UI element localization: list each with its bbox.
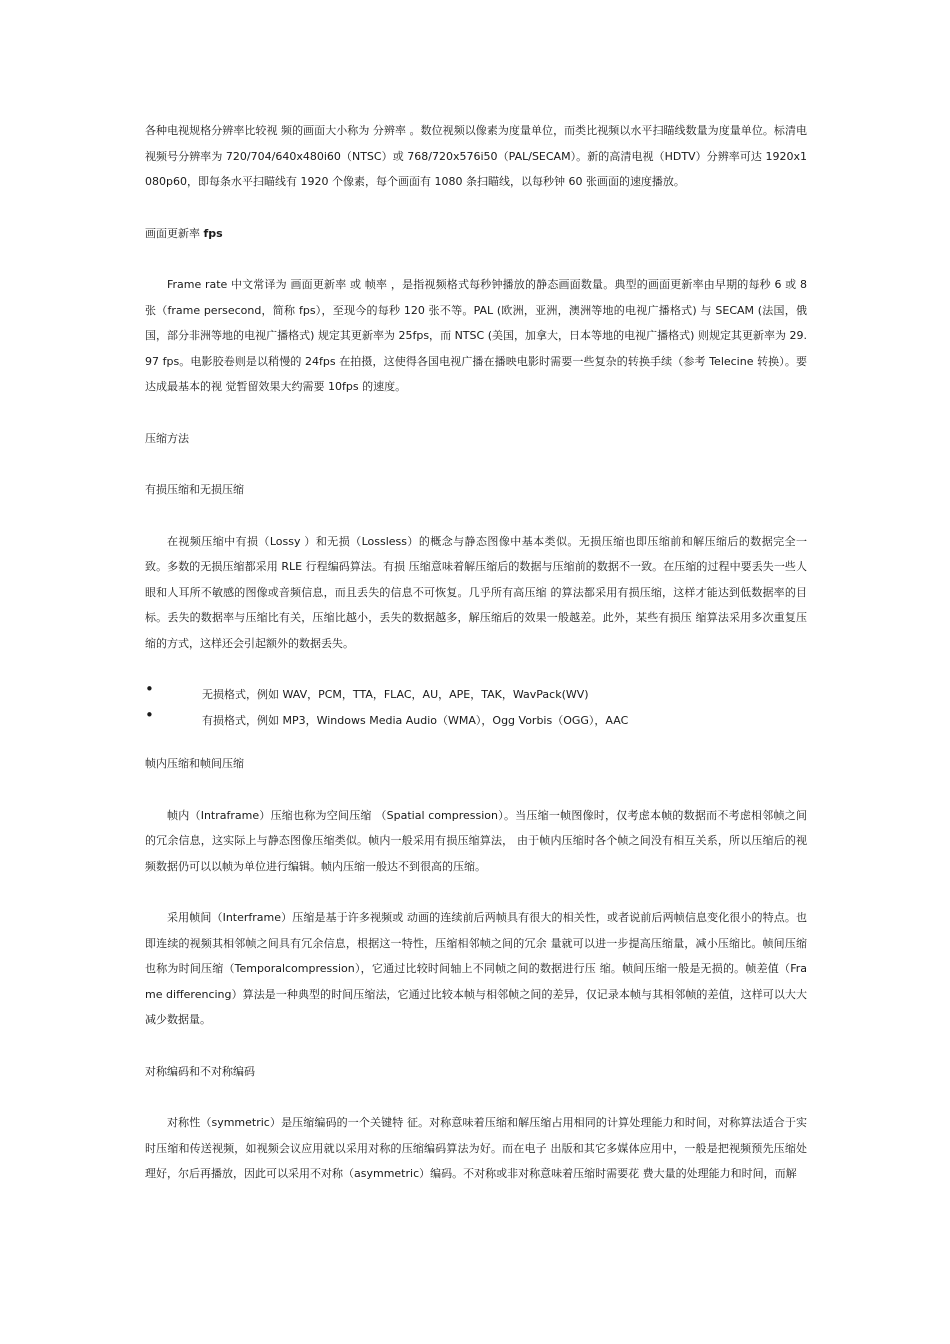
list-item-text: 有损格式，例如 MP3，Windows Media Audio（WMA），Ogg Vorbis（OGG），AAC bbox=[202, 713, 629, 727]
lossy-paragraph: 在视频压缩中有损（Lossy ）和无损（Lossless）的概念与静态图像中基本类似。无损压缩也即压缩前和解压缩后的数据完全一致。多数的无损压缩都采用 RLE 行程编码算法。有损 压缩意味着解压缩后的数据与压缩前的数据不一致。在压缩的过程中要丢失一些人眼和人耳所不敏感的图像或音频信息，而且丢失的信息不可恢复。几乎所有高压缩 的算法都采用有损压缩，这样才能达到低数据率的目标。丢失的数据率与压缩比有关，压缩比越小，丢失的数据越多，解压缩后的效果一般越差。此外，某些有损压 缩算法采用多次重复压缩的方式，这样还会引起额外的数据丢失。 bbox=[145, 534, 807, 650]
bullet-icon: • bbox=[145, 680, 154, 698]
symmetric-heading: 对称编码和不对称编码 bbox=[145, 1064, 255, 1078]
fps-heading bbox=[145, 221, 807, 247]
resolution-paragraph: 各种电视规格分辨率比较视 频的画面大小称为 分辨率 。数位视频以像素为度量单位，而类比视频以水平扫瞄线数量为度量单位。标清电视频号分辨率为 720/704/640x480i60（NTSC）或 768/720x576i50（PAL/SECAM）。新的高清电视（HDTV）分辨率可达 1920x1080p60，即每条水平扫瞄线有 1920 个像素，每个画面有 1080 条扫瞄线，以每秒钟 60 张画面的速度播放。 bbox=[145, 124, 807, 188]
fps-heading-prefix: 画面更新率 bbox=[145, 226, 204, 240]
interframe-paragraph: 采用帧间（Interframe）压缩是基于许多视频或 动画的连续前后两帧具有很大的相关性，或者说前后两帧信息变化很小的特点。也即连续的视频其相邻帧之间具有冗余信息，根据这一特性，压缩相邻帧之间的冗余 量就可以进一步提高压缩量，减小压缩比。帧间压缩也称为时间压缩（Temporalcompression），它通过比较时间轴上不同帧之间的数据进行压 缩。帧间压缩一般是无损的。帧差值（Frame differencing）算法是一种典型的时间压缩法，它通过比较本帧与相邻帧之间的差异，仅记录本帧与其相邻帧的差值，这样可以大大减少数据量。 bbox=[145, 911, 807, 1026]
fps-heading-bold: fps bbox=[203, 226, 223, 240]
symmetric-paragraph: 对称性（symmetric）是压缩编码的一个关键特 征。对称意味着压缩和解压缩占用相同的计算处理能力和时间，对称算法适合于实时压缩和传送视频，如视频会议应用就以采用对称的压缩编码算法为好。而在电子 出版和其它多媒体应用中，一般是把视频预先压缩处理好，尔后再播放，因此可以采用不对称（asymmetric）编码。不对称或非对称意味着压缩时需要花 费大量的处理能力和时间，而解 bbox=[145, 1116, 807, 1180]
compression-heading: 压缩方法 bbox=[145, 431, 189, 445]
fps-paragraph: Frame rate 中文常译为 画面更新率 或 帧率 ，是指视频格式每秒钟播放的静态画面数量。典型的画面更新率由早期的每秒 6 或 8 张（frame persecond，简称 fps），至现今的每秒 120 张不等。PAL (欧洲，亚洲，澳洲等地的电视广播格式) 与 SECAM (法国，俄国，部分非洲等地的电视广播格式) 规定其更新率为 25fps，而 NTSC (美国，加拿大，日本等地的电视广播格式) 则规定其更新率为 29.97 fps。电影胶卷则是以稍慢的 24fps 在拍摄，这使得各国电视广播在播映电影时需要一些复杂的转换手续（参考 Telecine 转换）。要达成最基本的视 觉暂留效果大约需要 10fps 的速度。 bbox=[145, 278, 807, 393]
audio-format-list bbox=[145, 682, 807, 733]
bullet-icon: • bbox=[145, 705, 154, 724]
list-item-text: 无损格式，例如 WAV，PCM，TTA，FLAC，AU，APE，TAK，WavPack(WV) bbox=[202, 688, 589, 701]
intraframe-paragraph: 帧内（Intraframe）压缩也称为空间压缩 （Spatial compression）。当压缩一帧图像时，仅考虑本帧的数据而不考虑相邻帧之间的冗余信息，这实际上与静态图像压缩类似。帧内一般采用有损压缩算法， 由于帧内压缩时各个帧之间没有相互关系，所以压缩后的视频数据仍可以以帧为单位进行编辑。帧内压缩一般达不到很高的压缩。 bbox=[145, 808, 807, 873]
document-page bbox=[145, 118, 807, 1187]
list-item bbox=[145, 705, 807, 734]
lossy-lossless-heading: 有损压缩和无损压缩 bbox=[145, 483, 244, 496]
list-item bbox=[145, 682, 807, 708]
intra-inter-heading: 帧内压缩和帧间压缩 bbox=[145, 757, 244, 770]
